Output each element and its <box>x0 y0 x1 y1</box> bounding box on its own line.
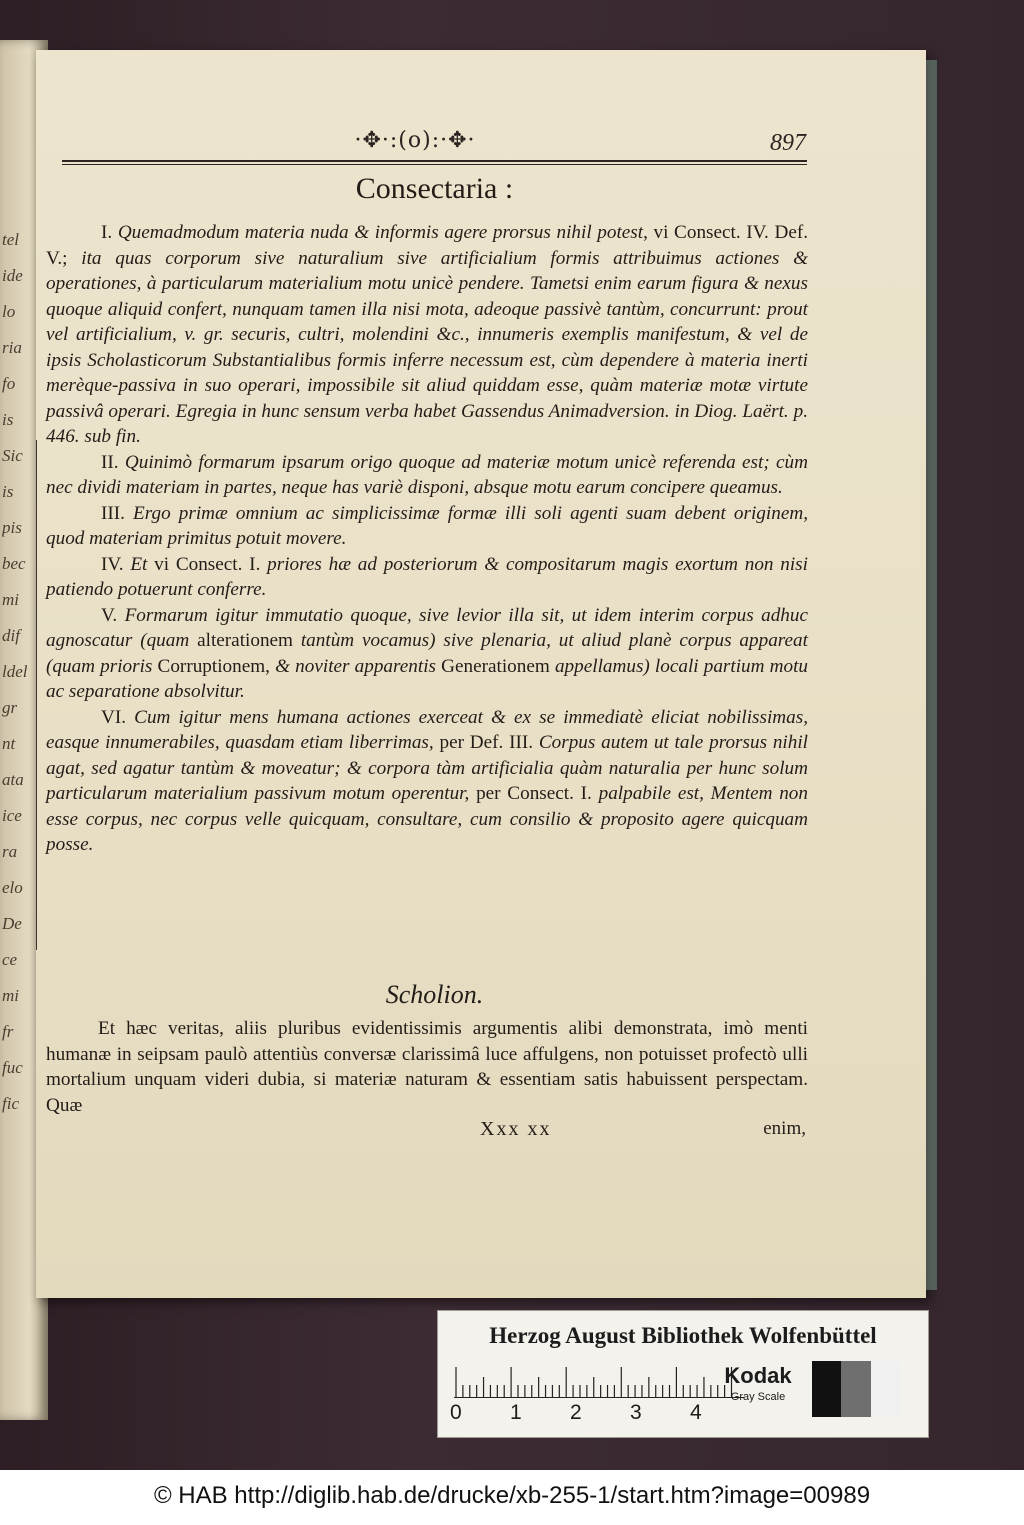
text-segment: Generationem <box>441 655 555 677</box>
left-page-fragment: ide <box>2 266 23 285</box>
text-segment: Corpus autem ut tale prorsus nihil agat, sed agatur tantùm & moveatur; & corpora tàm artificialia quàm naturalia per hunc solum particularum materialium passivum motum operentur, <box>46 732 809 804</box>
left-page-fragment: Sic <box>2 446 23 465</box>
consectarium-paragraph <box>46 501 808 552</box>
text-segment: palpabile est, Mentem non esse corpus, nec corpus velle quicquam, consultare, cum consilio & proposito agere quicquam posse. <box>46 783 808 855</box>
scholion-heading: Scholion. <box>385 980 484 1009</box>
kodak-logo: Kodak <box>724 1363 792 1388</box>
header-ornament: ·✥·:(o):·✥· <box>354 128 476 153</box>
footer-citation: © HAB http://diglib.hab.de/drucke/xb-255-1/start.htm?image=00989 <box>153 1482 871 1509</box>
text-segment: Formarum igitur immutatio quoque, sive levior illa sit, ut idem interim corpus adhuc agnoscatur (quam <box>46 604 809 651</box>
ruler-number: 4 <box>690 1401 702 1424</box>
ruler-number: 1 <box>510 1401 522 1424</box>
text-segment: Ergo primæ omnium ac simplicissimæ formæ illi soli agenti suam debent originem, quod materiam primitus potuit movere. <box>46 502 809 549</box>
left-page-fragment: ria <box>2 338 22 357</box>
left-page-fragment: ra <box>2 842 18 861</box>
left-page-fragment: bec <box>2 554 26 573</box>
scholion-text <box>46 1016 808 1118</box>
text-segment: per Consect. I. <box>476 783 599 804</box>
left-page-fragment: is <box>2 482 14 501</box>
signature-mark: Xxx xx <box>480 1118 552 1140</box>
left-page-fragment: elo <box>2 878 23 897</box>
consectarium-paragraph <box>46 705 808 858</box>
paragraph-number: III. <box>101 502 134 524</box>
library-color-card <box>437 1310 929 1438</box>
left-page-fragment: tel <box>2 230 19 249</box>
left-page-fragment: mi <box>2 590 19 609</box>
section-heading: Consectaria : <box>355 172 514 205</box>
left-page-fragment: ata <box>2 770 24 789</box>
consectaria-text <box>46 220 808 858</box>
text-segment: Et <box>130 553 155 575</box>
library-name: Herzog August Bibliothek Wolfenbüttel <box>489 1323 877 1348</box>
ruler-number: 0 <box>450 1401 462 1424</box>
left-page-fragment: fo <box>2 374 16 393</box>
gray-swatch <box>871 1361 900 1417</box>
left-page-fragment: gr <box>2 698 18 717</box>
margin-rule <box>36 440 37 950</box>
consectarium-paragraph <box>46 603 808 705</box>
text-segment: Quinimò formarum ipsarum origo quoque ad materiæ motum unicè referenda est; cùm nec dividi materiam in partes, neque has variè disponi, absque motu earum concipere queamus. <box>46 451 809 498</box>
gray-swatch <box>812 1361 841 1417</box>
header-rule <box>62 160 807 165</box>
catchword: enim, <box>763 1118 806 1139</box>
left-page-fragment: nt <box>2 734 16 753</box>
left-page-fragment: lo <box>2 302 16 321</box>
left-page-fragment: ce <box>2 950 18 969</box>
left-page-fragment: fic <box>2 1094 19 1113</box>
paragraph-number: II. <box>101 451 125 473</box>
text-segment: priores hæ ad posteriorum & compositarum magis exortum non nisi patiendo potuerunt conferre. <box>46 553 808 600</box>
ruler-number: 2 <box>570 1401 582 1424</box>
consectarium-paragraph <box>46 552 808 603</box>
paragraph-number: IV. <box>101 553 131 575</box>
text-segment: tantùm vocamus) sive plenaria, ut aliud planè corpus appareat (quam prioris <box>46 630 808 677</box>
ruler <box>454 1363 744 1398</box>
text-segment: & noviter apparentis <box>275 655 442 677</box>
text-segment: vi Consect. I. <box>154 553 268 575</box>
ruler-labels <box>450 1401 750 1427</box>
consectarium-paragraph <box>46 450 808 501</box>
left-page-fragment: dif <box>2 626 20 645</box>
scholion-paragraph: Et hæc veritas, aliis pluribus evidentissimis argumentis alibi demonstrata, imò menti humanæ in seipsam paulò attentiùs conversæ clarissimâ luce affulgens, non potuisset profectò ulli mortalium unquam videri dubia, si materiæ naturam & essentiam satis habuissent perspectam. Quæ <box>46 1018 808 1116</box>
consectarium-paragraph <box>46 220 808 450</box>
paragraph-number: V. <box>101 604 125 626</box>
left-page-fragment: fr <box>2 1022 14 1041</box>
text-segment: Quemadmodum materia nuda & informis agere prorsus nihil potest <box>117 222 644 243</box>
text-segment: Corruptionem, <box>157 655 276 677</box>
text-segment: , vi Consect. IV. Def. V.; <box>46 222 809 269</box>
page-number: 897 <box>770 130 806 156</box>
text-segment: alterationem <box>197 630 301 651</box>
gray-scale-swatches <box>812 1361 900 1417</box>
paragraph-number: I. <box>101 222 118 243</box>
text-segment: ita quas corporum sive naturalium sive artificialium formis attribuimus actiones & operationes, à particularum materialium motu unicè pendere. Tametsi enim earum figura & nexus quoque aliquid confert, nunquam tamen illa nisi mota, adeoque passivè tantùm, concurrunt: prout vel artificialium, v. gr. securis, cultri, molendini &c., innumeris exemplis manifestum, & vel de ipsis Scholasticorum Substantialibus formis inferre necessum est, cùm dependere à materia inerti merèque-passiva in suo operari, impossibile sit aliud quiddam esse, quàm materiæ motæ virtute passivâ operari. Egregia in hunc sensum verba habet Gassendus Animadversion. in Diog. Laërt. p. 446. sub fin. <box>46 247 808 447</box>
text-segment: per Def. III. <box>439 732 539 753</box>
left-page-fragment: ldel <box>2 662 28 681</box>
ruler-ticks <box>454 1363 744 1397</box>
left-page-fragment: is <box>2 410 14 429</box>
left-page-fragment: fuc <box>2 1058 23 1077</box>
left-page-fragment: De <box>2 914 22 933</box>
ruler-number: 3 <box>630 1401 642 1424</box>
paragraph-number: VI. <box>101 706 135 728</box>
gray-swatch <box>841 1361 870 1417</box>
text-segment: appellamus) locali partium motu ac separatione absolvitur. <box>46 655 809 702</box>
left-page-fragment: mi <box>2 986 19 1005</box>
footer-bar <box>0 1470 1024 1525</box>
gray-scale-label: Gray Scale <box>730 1391 786 1403</box>
left-page-fragment: ice <box>2 806 22 825</box>
left-page-fragment: pis <box>2 518 22 537</box>
text-segment: Cum igitur mens humana actiones exerceat & ex se immediatè eliciat nobilissimas, easque innumerabiles, quasdam etiam liberrimas, <box>46 706 808 753</box>
